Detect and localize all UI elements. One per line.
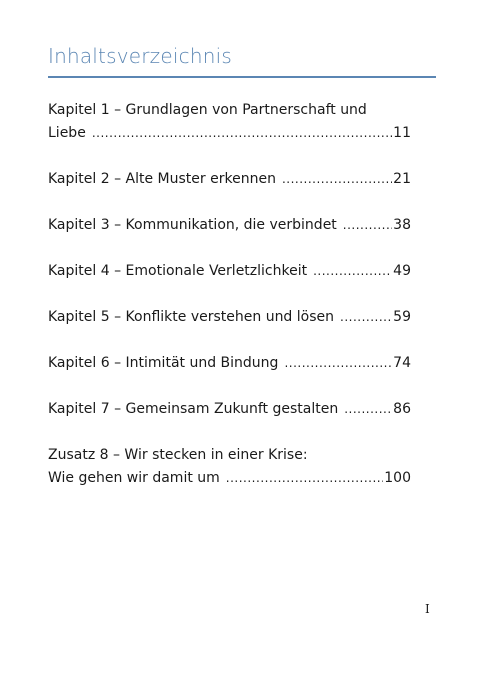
dot-leader: [343, 214, 392, 237]
toc-page-number: 11: [393, 125, 411, 141]
toc-entry-kapitel-3[interactable]: [48, 214, 411, 237]
toc-entry-kapitel-6[interactable]: [48, 352, 411, 375]
dot-leader: [282, 168, 392, 191]
toc-entry-heading: Zusatz 8 – Wir stecken in einer Krise:: [48, 447, 308, 463]
dot-leader: [344, 398, 392, 421]
toc-entry-title: Kapitel 4 – Emotionale Verletzlichkeit: [48, 263, 308, 279]
toc-page-number: 49: [393, 263, 411, 279]
dot-leader: [313, 260, 392, 283]
dot-leader: [226, 467, 383, 490]
toc-page-number: 59: [393, 309, 411, 325]
dot-leader: [340, 306, 392, 329]
page-footer-number: I: [425, 602, 430, 616]
toc-entry-heading: Kapitel 1 – Grundlagen von Partnerschaft und: [48, 102, 367, 118]
dot-leader: [284, 352, 392, 375]
toc-entry-title: Kapitel 5 – Konflikte verstehen und lösen: [48, 309, 335, 325]
toc-page-number: 86: [393, 401, 411, 417]
toc-entry-kapitel-7[interactable]: [48, 398, 411, 421]
table-of-contents: [48, 99, 411, 490]
page-title: Inhaltsverzeichnis: [48, 44, 232, 68]
title-underline: [48, 76, 436, 78]
toc-entry-kapitel-4[interactable]: [48, 260, 411, 283]
toc-entry-zusatz-8[interactable]: [48, 444, 411, 490]
toc-page-number: 100: [384, 470, 411, 486]
toc-entry-title: Kapitel 2 – Alte Muster erkennen: [48, 171, 276, 187]
toc-entry-kapitel-5[interactable]: [48, 306, 411, 329]
toc-entry-title: Wie gehen wir damit um: [48, 470, 220, 486]
toc-entry-title: Liebe: [48, 125, 86, 141]
toc-entry-title: Kapitel 7 – Gemeinsam Zukunft gestalten: [48, 401, 339, 417]
toc-entry-kapitel-2[interactable]: [48, 168, 411, 191]
toc-entry-title: Kapitel 6 – Intimität und Bindung: [48, 355, 279, 371]
toc-entry-kapitel-1[interactable]: [48, 99, 411, 145]
dot-leader: [92, 122, 392, 145]
toc-page-number: 38: [393, 217, 411, 233]
toc-page-number: 21: [393, 171, 411, 187]
toc-entry-title: Kapitel 3 – Kommunikation, die verbindet: [48, 217, 337, 233]
toc-page-number: 74: [393, 355, 411, 371]
